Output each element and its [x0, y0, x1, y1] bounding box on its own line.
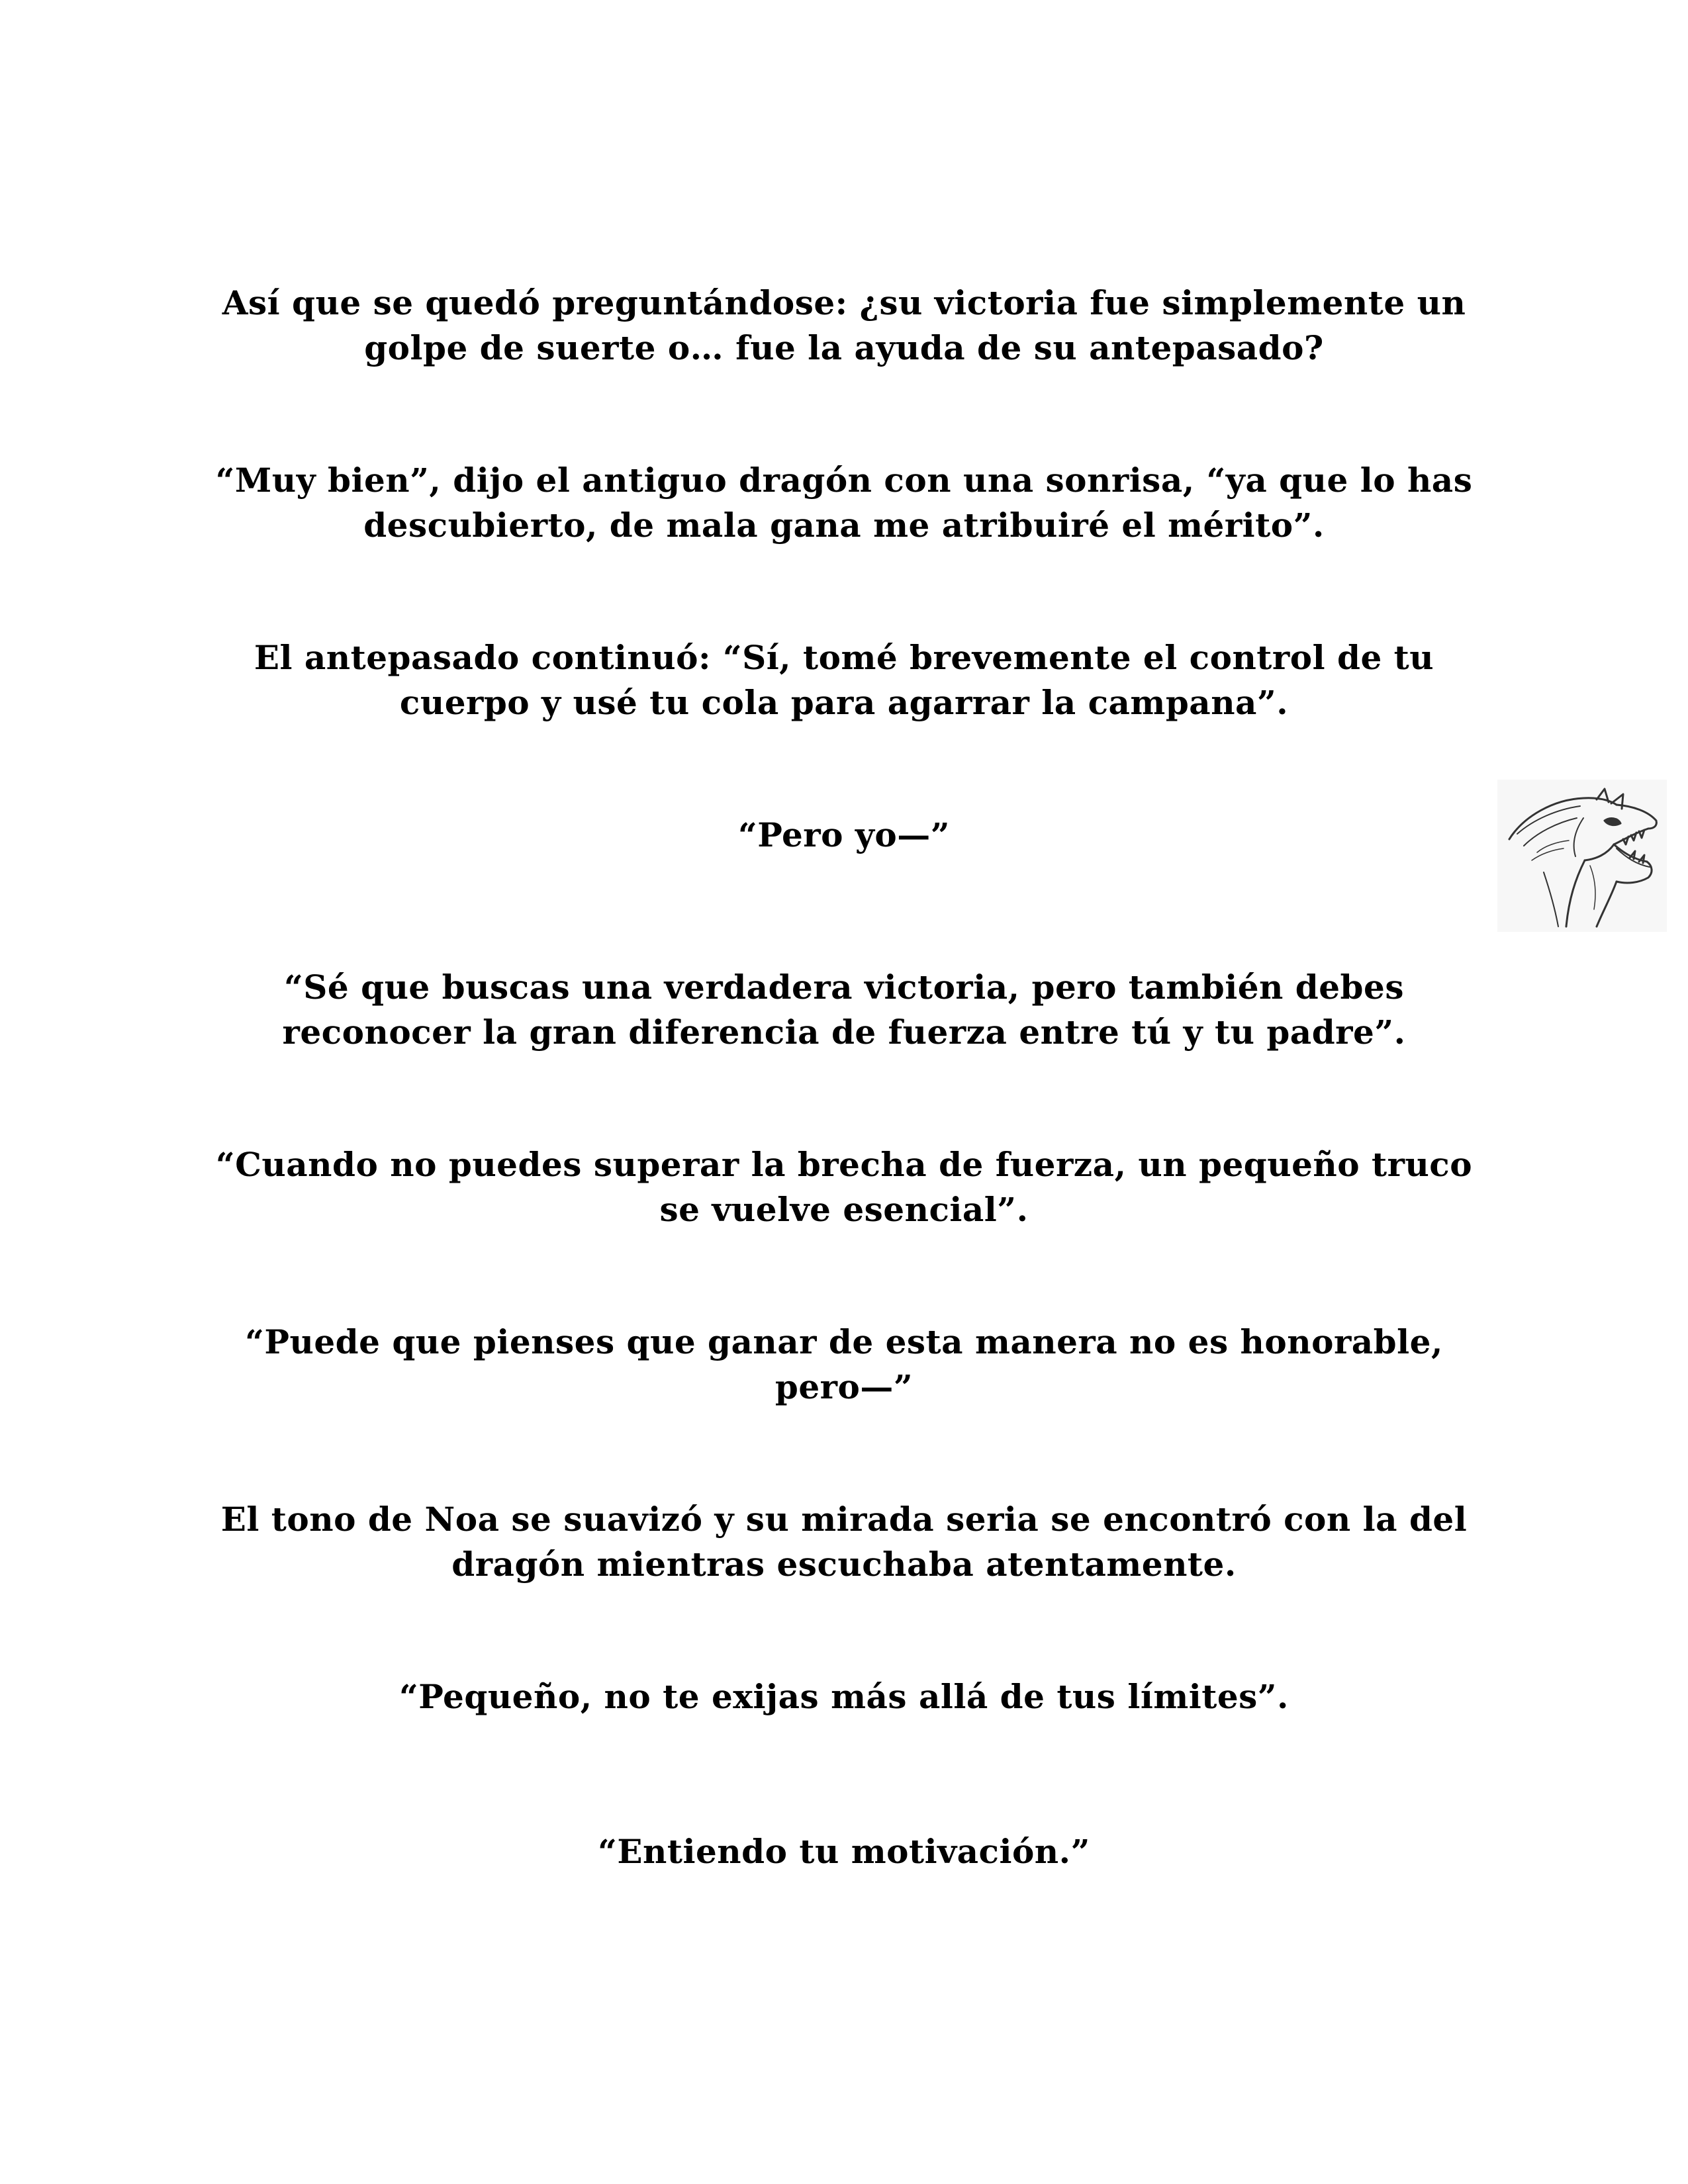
paragraph-6: “Cuando no puedes superar la brecha de fuerza, un pequeño truco se vuelve esencial”.	[215, 1145, 1473, 1229]
paragraph-5: “Sé que buscas una verdadera victoria, pero también debes reconocer la gran diferencia de fuerza entre tú y tu padre”.	[282, 968, 1406, 1052]
paragraph-1: Así que se quedó preguntándose: ¿su victoria fue simplemente un golpe de suerte o… fue la ayuda de su antepasado?	[222, 283, 1466, 367]
paragraph-8: El tono de Noa se suavizó y su mirada seria se encontró con la del dragón mientras escuchaba atentamente.	[220, 1500, 1468, 1584]
paragraph-2: “Muy bien”, dijo el antiguo dragón con una sonrisa, “ya que lo has descubierto, de mala gana me atribuiré el mérito”.	[215, 461, 1473, 545]
paragraph-4: “Pero yo—”	[737, 815, 951, 854]
paragraph-10: “Entiendo tu motivación.”	[598, 1832, 1090, 1871]
paragraph-9: “Pequeño, no te exijas más allá de tus límites”.	[399, 1677, 1289, 1716]
paragraph-7: “Puede que pienses que ganar de esta manera no es honorable, pero—”	[245, 1322, 1443, 1406]
paragraph-3: El antepasado continuó: “Sí, tomé brevemente el control de tu cuerpo y usé tu cola para agarrar la campana”.	[254, 638, 1434, 722]
dragon-head-sketch-icon	[1497, 780, 1667, 932]
